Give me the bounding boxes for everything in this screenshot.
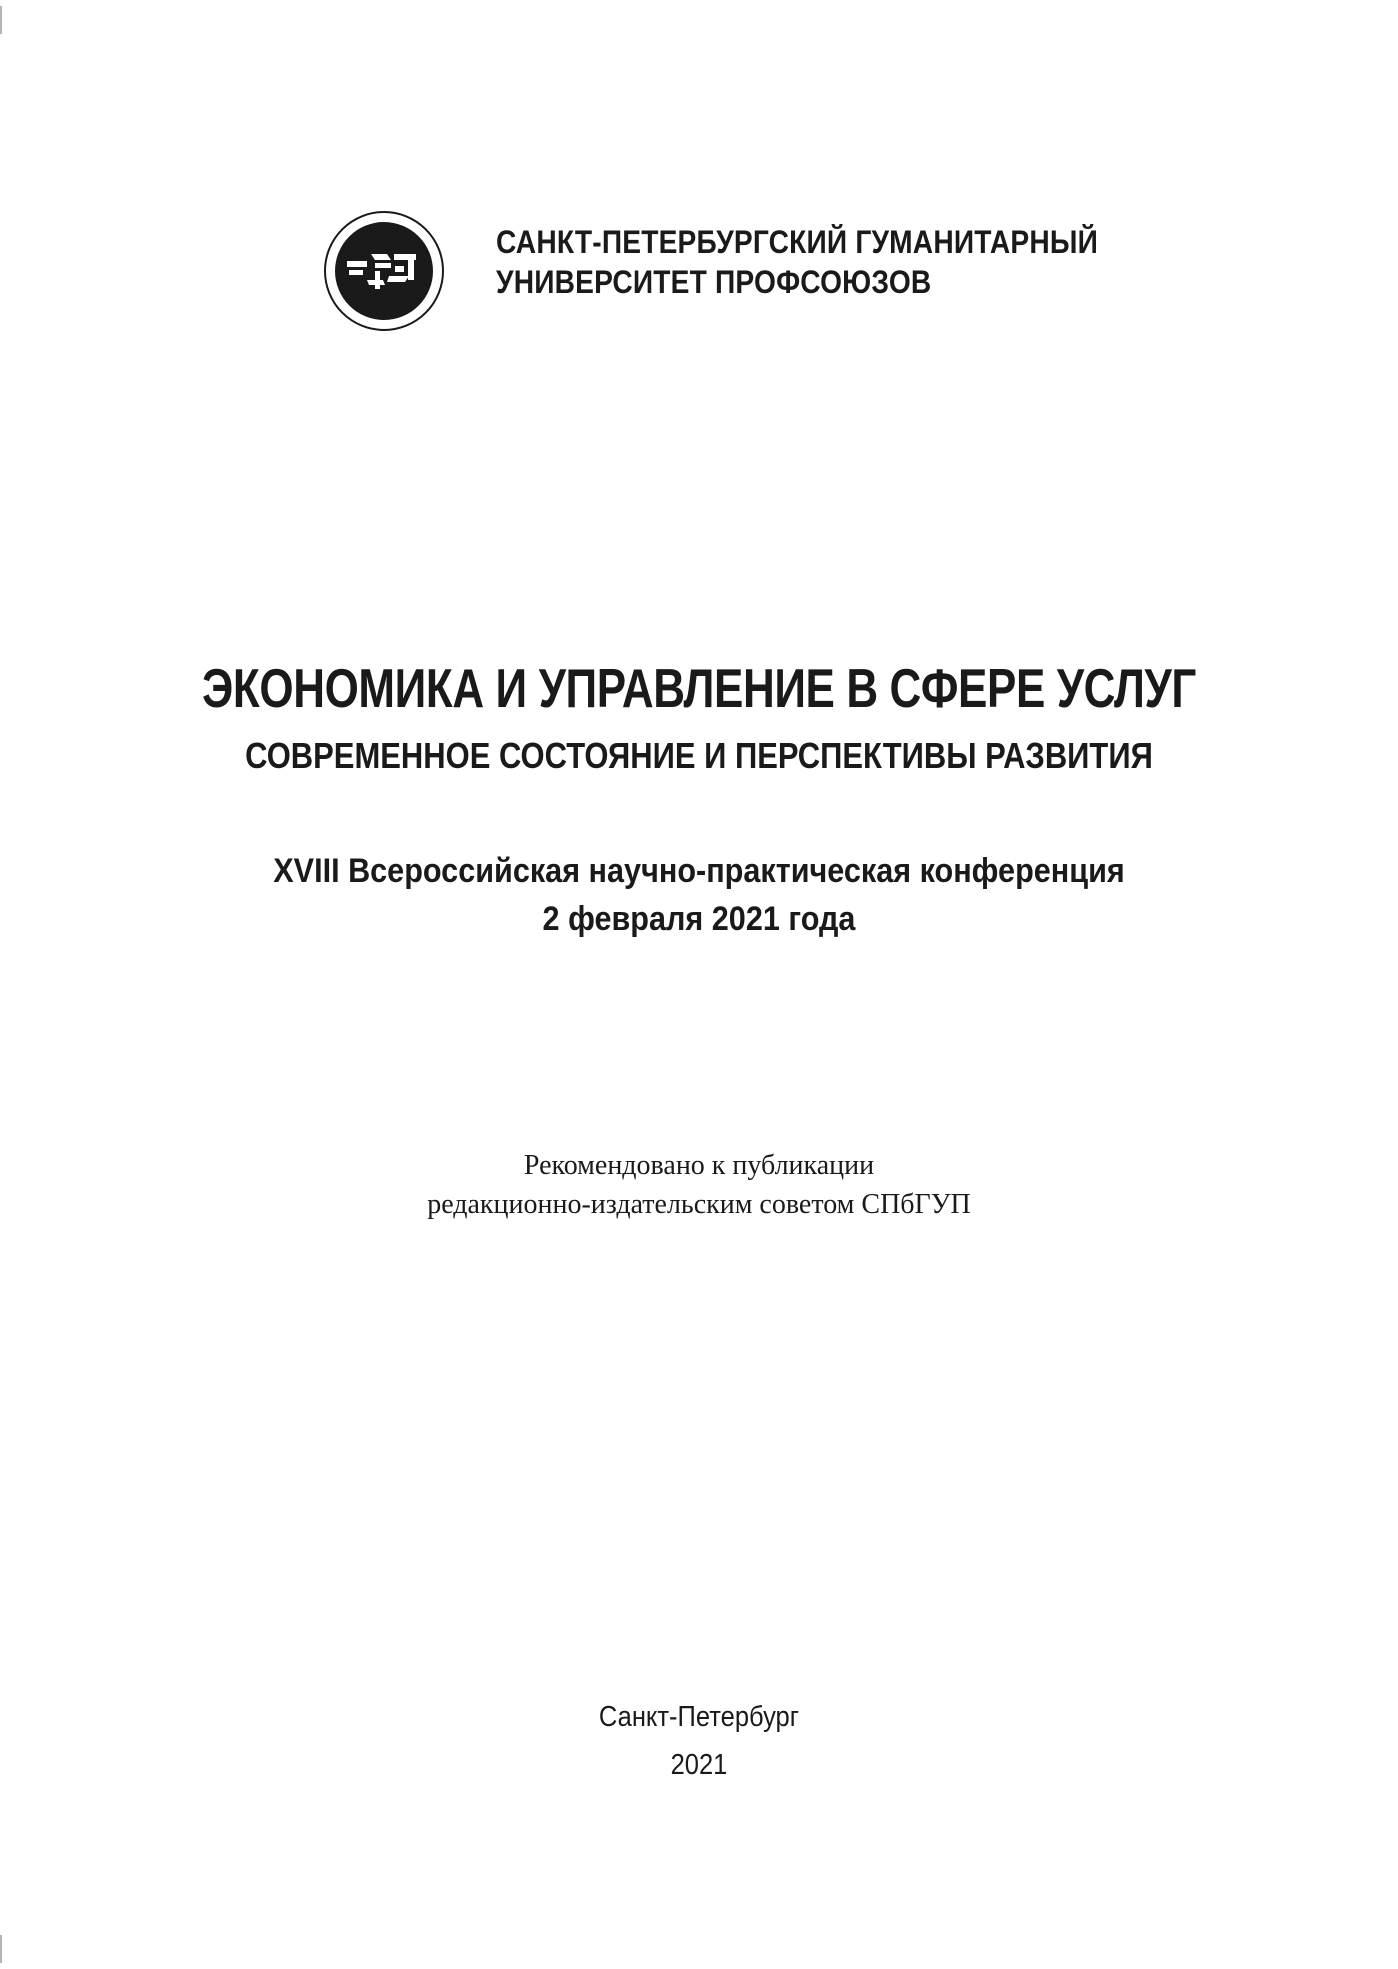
university-emblem-icon xyxy=(323,210,445,332)
page-edge-mark-bottom xyxy=(0,1935,2,1963)
university-name-line2: УНИВЕРСИТЕТ ПРОФСОЮЗОВ xyxy=(496,264,932,300)
page-edge-mark-top xyxy=(0,6,2,34)
conference-info xyxy=(70,847,1328,943)
conference-name: XVIII Всероссийская научно-практическая конференция xyxy=(273,852,1125,890)
imprint xyxy=(84,1693,1314,1789)
university-name-line1: САНКТ-ПЕТЕРБУРГСКИЙ ГУМАНИТАРНЫЙ xyxy=(496,224,1099,260)
recommendation-line2: редакционно-издательским советом СПбГУП xyxy=(427,1189,971,1220)
page-subtitle: СОВРЕМЕННОЕ СОСТОЯНИЕ И ПЕРСПЕКТИВЫ РАЗВИТИЯ xyxy=(245,735,1153,776)
imprint-year: 2021 xyxy=(670,1749,728,1781)
page-title: ЭКОНОМИКА И УПРАВЛЕНИЕ В СФЕРЕ УСЛУГ xyxy=(202,657,1196,719)
imprint-city: Санкт-Петербург xyxy=(598,1701,800,1733)
recommendation-line1: Рекомендовано к публикации xyxy=(523,1150,875,1181)
university-name xyxy=(496,222,1099,302)
publication-recommendation xyxy=(0,1146,1398,1224)
conference-date: 2 февраля 2021 года xyxy=(542,900,856,938)
